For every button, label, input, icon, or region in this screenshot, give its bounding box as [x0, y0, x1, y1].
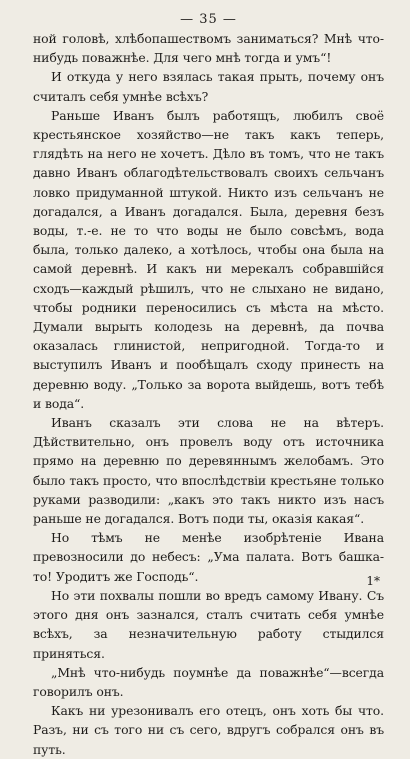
paragraph: Но эти похвалы пошли во вредъ самому Ивану. Съ этого дня онъ зазнался, сталъ считать себя умнѣе всѣхъ, за незначительную работу стыдился приняться. [33, 587, 384, 661]
paragraph: Иванъ сказалъ эти слова не на вѣтеръ. Дѣйствительно, онъ провелъ воду отъ источника прямо на деревню по деревяннымъ желобамъ. Это было такъ просто, что впослѣдствіи крестьяне только руками разводили: „какъ это такъ никто изъ насъ раньше не догадался. Вотъ поди ты, оказія какая“. [33, 415, 384, 527]
paragraph: Какъ ни урезонивалъ его отецъ, онъ хоть бы что. Разъ, ни съ того ни съ сего, вдругъ собрался онъ въ путь. [33, 703, 384, 757]
text-body [33, 29, 384, 759]
paragraph: „Мнѣ что-нибудь поумнѣе да поважнѣе“—всегда говорилъ онъ. [33, 664, 384, 699]
paragraph: Раньше Иванъ былъ работящъ, любилъ своё крестьянское хозяйство—не такъ какъ теперь, глядѣть на него не хочетъ. Дѣло въ томъ, что не такъ давно Иванъ облагодѣтельствовалъ своихъ сельчанъ ловко придуманной штукой. Никто изъ сельчанъ не догадался, а Иванъ догадался. Была, деревня безъ воды, т.-е. не то что воды не было совсѣмъ, вода была, только далеко, а хотѣлось, чтобы она была на самой деревнѣ. И какъ ни мерекалъ собравшійся сходъ—каждый рѣшилъ, что не слыхано не видано, чтобы родники переносились съ мѣста на мѣсто. Думали вырыть колодезь на деревнѣ, да почва оказалась глинистой, непригодной. Тогда-то и выступилъ Иванъ и пообѣщалъ сходу принесть на деревню воду. „Только за ворота выйдешь, вотъ тебѣ и вода“. [33, 107, 384, 411]
paragraph: Но тѣмъ не менѣе изобрѣтеніе Ивана превозносили до небесъ: „Ума палата. Вотъ башка-то! Уродитъ же Господь“. [33, 530, 384, 584]
page-number: — 35 — [180, 12, 237, 27]
paragraph: И откуда у него взялась такая прыть, почему онъ считалъ себя умнѣе всѣхъ? [33, 69, 384, 104]
signature-mark: 1* [366, 574, 380, 588]
paragraph: ной головѣ, хлѣбопашествомъ заниматься? Мнѣ что-нибудь поважнѣе. Для чего мнѣ тогда и умъ“! [33, 31, 384, 66]
